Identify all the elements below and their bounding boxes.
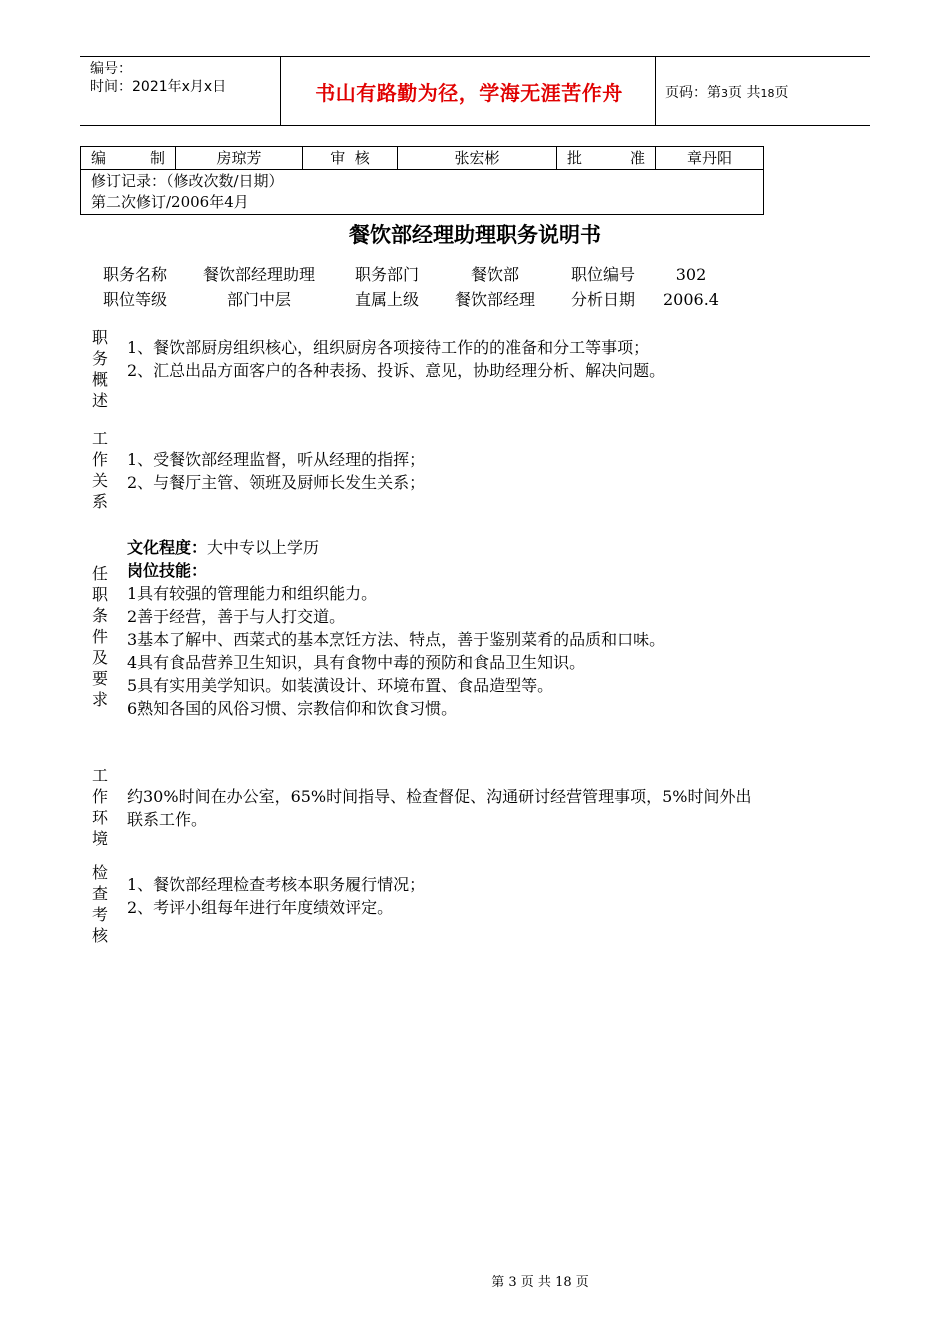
vertical-label-char: 要 xyxy=(91,669,108,688)
education-value: 大中专以上学历 xyxy=(207,538,320,557)
header-divider xyxy=(280,57,281,125)
relations-line: 1、受餐饮部经理监督，听从经理的指挥； xyxy=(127,450,426,469)
page-prefix: 页码：第 xyxy=(665,85,721,101)
info-value: 餐饮部经理助理 xyxy=(202,265,315,284)
page-header xyxy=(80,56,870,126)
assessment-label xyxy=(88,862,112,946)
info-label: 职位等级 xyxy=(102,290,167,309)
vertical-label-char: 环 xyxy=(91,808,108,827)
summary-line: 1、餐饮部厨房组织核心，组织厨房各项接待工作的的准备和分工等事项； xyxy=(127,338,650,357)
footer-page-total: 18 xyxy=(555,1275,572,1290)
environment-text: 约30%时间在办公室，65%时间指导、检查督促、沟通研讨经营管理事项，5%时间外出联系工作。 xyxy=(127,787,752,829)
skills-label: 岗位技能： xyxy=(127,561,208,580)
vertical-label-char: 任 xyxy=(91,564,108,583)
summary-line: 2、汇总出品方面客户的各种表扬、投诉、意见，协助经理分析、解决问题。 xyxy=(127,361,666,380)
skill-line: 5具有实用美学知识。如装潢设计、环境布置、食品造型等。 xyxy=(127,676,554,695)
skill-line: 4具有食品营养卫生知识，具有食物中毒的预防和食品卫生知识。 xyxy=(127,653,586,672)
info-label: 职位编号 xyxy=(570,265,635,284)
vertical-label-char: 境 xyxy=(91,829,108,848)
approval-table xyxy=(80,146,764,215)
info-row xyxy=(96,287,736,312)
revision-label: 修订记录：（修改次数/日期） xyxy=(91,172,284,190)
footer-prefix: 第 xyxy=(491,1275,505,1290)
page-total: 18 xyxy=(760,87,775,100)
vertical-label-char: 件 xyxy=(91,627,108,646)
summary-label xyxy=(88,327,112,411)
environment-content xyxy=(127,785,757,831)
revision-value: 第二次修订/2006年4月 xyxy=(91,193,249,211)
education-label: 文化程度： xyxy=(127,538,208,557)
info-value: 餐饮部经理 xyxy=(454,290,535,309)
skill-line: 6熟知各国的风俗习惯、宗教信仰和饮食习惯。 xyxy=(127,699,458,718)
footer-suffix: 页 xyxy=(575,1275,589,1290)
requirements-content xyxy=(127,536,757,720)
header-motto: 书山有路勤为径，学海无涯苦作舟 xyxy=(315,80,623,105)
vertical-label-char: 概 xyxy=(91,370,108,389)
info-label: 分析日期 xyxy=(570,290,635,309)
approve-label-cell xyxy=(557,147,656,170)
revision-record xyxy=(81,170,764,215)
skill-line: 3基本了解中、西菜式的基本烹饪方法、特点，善于鉴别菜肴的品质和口味。 xyxy=(127,630,666,649)
vertical-label-char: 及 xyxy=(91,648,108,667)
doc-time: 时间：2021年x月x日 xyxy=(90,79,227,95)
vertical-label-char: 职 xyxy=(91,328,108,347)
header-page-info xyxy=(665,82,788,102)
environment-label xyxy=(88,765,112,849)
vertical-label-char: 检 xyxy=(91,863,108,882)
vertical-label-char: 作 xyxy=(91,787,108,806)
page-mid: 页 共 xyxy=(728,85,761,101)
page-suffix: 页 xyxy=(774,85,789,101)
info-value: 部门中层 xyxy=(226,290,291,309)
education-line xyxy=(127,536,757,559)
vertical-label-char: 作 xyxy=(91,450,108,469)
header-meta xyxy=(90,60,226,96)
info-row xyxy=(96,262,736,287)
page-footer xyxy=(0,1271,950,1290)
relations-label xyxy=(88,428,112,512)
prep-label: 编 制 xyxy=(91,149,165,167)
vertical-label-char: 工 xyxy=(91,766,108,785)
assessment-line: 2、考评小组每年进行年度绩效评定。 xyxy=(127,898,394,917)
prep-label-cell xyxy=(81,147,176,170)
page-number: 3 xyxy=(721,87,728,100)
vertical-label-char: 条 xyxy=(91,606,108,625)
vertical-label-char: 求 xyxy=(91,690,108,709)
summary-content xyxy=(127,336,757,382)
info-label: 直属上级 xyxy=(354,290,419,309)
vertical-label-char: 系 xyxy=(91,492,108,511)
skill-line: 2善于经营，善于与人打交道。 xyxy=(127,607,346,626)
info-label: 职务部门 xyxy=(354,265,419,284)
job-info xyxy=(96,262,736,312)
header-divider xyxy=(655,57,656,125)
document-title: 餐饮部经理助理职务说明书 xyxy=(349,223,601,247)
approve-label: 批 准 xyxy=(567,149,645,167)
vertical-label-char: 考 xyxy=(91,905,108,924)
vertical-label-char: 工 xyxy=(91,429,108,448)
review-label: 审 核 xyxy=(303,147,398,170)
footer-page-number: 3 xyxy=(508,1275,517,1290)
info-value: 2006.4 xyxy=(663,290,719,309)
info-value: 餐饮部 xyxy=(470,265,519,284)
approve-value: 章丹阳 xyxy=(656,147,764,170)
relations-line: 2、与餐厅主管、领班及厨师长发生关系； xyxy=(127,473,426,492)
info-value: 302 xyxy=(675,265,707,284)
prep-value: 房琼芳 xyxy=(176,147,303,170)
vertical-label-char: 述 xyxy=(91,391,108,410)
vertical-label-char: 查 xyxy=(91,884,108,903)
assessment-line: 1、餐饮部经理检查考核本职务履行情况； xyxy=(127,875,426,894)
vertical-label-char: 务 xyxy=(91,349,108,368)
info-label: 职务名称 xyxy=(102,265,167,284)
assessment-content xyxy=(127,873,757,919)
doc-number-label: 编号： xyxy=(90,61,132,77)
review-value: 张宏彬 xyxy=(398,147,557,170)
footer-mid: 页 共 xyxy=(520,1275,551,1290)
vertical-label-char: 核 xyxy=(91,926,108,945)
vertical-label-char: 职 xyxy=(91,585,108,604)
relations-content xyxy=(127,448,757,494)
vertical-label-char: 关 xyxy=(91,471,108,490)
skill-line: 1具有较强的管理能力和组织能力。 xyxy=(127,584,378,603)
requirements-label xyxy=(88,563,112,710)
